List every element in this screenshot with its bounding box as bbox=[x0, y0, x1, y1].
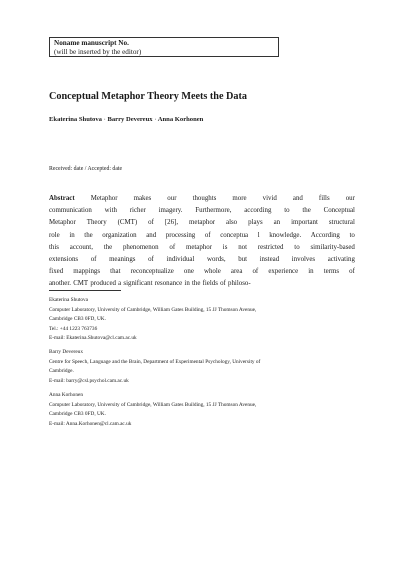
abstract-word: meanings bbox=[109, 255, 136, 263]
abstract-word: imagery. bbox=[158, 207, 183, 215]
abstract-word: another. bbox=[49, 280, 72, 288]
abstract-word: (CMT) bbox=[117, 219, 138, 227]
abstract-word: vivid bbox=[262, 195, 277, 202]
affiliation-line[interactable]: E-mail: Ekaterina.Shutova@cl.cam.ac.uk bbox=[49, 335, 137, 342]
abstract-word: but bbox=[238, 255, 248, 263]
abstract-word: important bbox=[291, 219, 318, 227]
author-separator: · bbox=[154, 116, 157, 123]
abstract-word: this bbox=[49, 243, 59, 251]
abstract-word: knowledge. bbox=[269, 231, 302, 239]
abstract-line bbox=[49, 230, 355, 242]
abstract bbox=[49, 193, 355, 291]
abstract-word: richer bbox=[129, 207, 146, 215]
editor-note: (will be inserted by the editor) bbox=[54, 48, 142, 56]
abstract-word: fixed bbox=[49, 268, 64, 276]
affiliation-name: Anna Korhonen bbox=[49, 392, 83, 398]
abstract-word: area bbox=[230, 268, 243, 276]
abstract-word: of bbox=[169, 243, 176, 251]
abstract-word: also bbox=[226, 219, 238, 227]
affiliation-line: Computer Laboratory, University of Cambridge, William Gates Building, 15 JJ Thomson Avenue, bbox=[49, 306, 257, 313]
affiliation-name: Ekaterina Shutova bbox=[49, 297, 88, 303]
affiliation-line[interactable]: E-mail: barry@csl.psychol.cam.ac.uk bbox=[49, 377, 129, 384]
abstract-word: restricted bbox=[257, 243, 284, 251]
affiliation-devereux bbox=[49, 348, 359, 386]
abstract-word: of bbox=[148, 255, 154, 263]
abstract-word: the bbox=[302, 207, 311, 215]
abstract-word: structural bbox=[328, 219, 355, 227]
affiliation-line: Computer Laboratory, University of Cambridge, William Gates Building, 15 JJ Thomson Avenue, bbox=[49, 401, 257, 408]
abstract-word: with bbox=[104, 207, 117, 215]
abstract-word: mappings bbox=[73, 268, 101, 276]
abstract-word: to bbox=[349, 231, 355, 239]
abstract-word: not bbox=[238, 243, 248, 251]
abstract-word: that bbox=[110, 268, 121, 276]
abstract-word: According bbox=[310, 231, 340, 239]
affiliation-line: Tel.: +44 1223 763736 bbox=[49, 325, 98, 332]
abstract-word: communication bbox=[49, 207, 92, 215]
abstract-word: one bbox=[183, 268, 194, 276]
affiliation-shutova bbox=[49, 296, 359, 344]
affiliation-line: Cambridge. bbox=[49, 368, 74, 375]
author-list bbox=[49, 116, 359, 124]
abstract-word: according bbox=[244, 207, 272, 215]
abstract-word: metaphor bbox=[189, 219, 216, 227]
abstract-word: of bbox=[220, 280, 226, 288]
abstract-word: the bbox=[191, 280, 201, 288]
abstract-word: experience bbox=[268, 268, 299, 276]
abstract-word: the bbox=[103, 243, 113, 251]
abstract-word: significant bbox=[123, 280, 153, 288]
affiliation-line[interactable]: E-mail: Anna.Korhonen@cl.cam.ac.uk bbox=[49, 420, 132, 427]
abstract-word: conceptua bbox=[220, 231, 249, 239]
abstract-word: our bbox=[167, 195, 177, 202]
footnote-rule bbox=[49, 290, 121, 291]
abstract-word: processing bbox=[165, 231, 196, 239]
affiliation-korhonen bbox=[49, 391, 359, 429]
abstract-word: to bbox=[294, 243, 300, 251]
abstract-word: our bbox=[345, 195, 355, 202]
abstract-word: an bbox=[273, 219, 281, 227]
abstract-line bbox=[49, 266, 355, 278]
abstract-word: words, bbox=[207, 255, 226, 263]
abstract-word: similarity-based bbox=[310, 243, 355, 251]
author-name: Anna Korhonen bbox=[157, 116, 204, 123]
abstract-word: fields bbox=[202, 280, 218, 288]
abstract-word: fills bbox=[318, 195, 330, 202]
abstract-line bbox=[49, 242, 355, 254]
abstract-word: terms bbox=[323, 268, 340, 276]
abstract-line bbox=[49, 278, 355, 290]
abstract-word: [26], bbox=[164, 219, 179, 227]
abstract-word: produced bbox=[90, 280, 116, 288]
abstract-word: of bbox=[148, 219, 154, 227]
abstract-line bbox=[49, 254, 355, 266]
paper-title: Conceptual Metaphor Theory Meets the Data bbox=[49, 91, 247, 102]
abstract-word: in bbox=[69, 231, 75, 239]
abstract-word: whole bbox=[203, 268, 221, 276]
abstract-word: Furthermore, bbox=[195, 207, 232, 215]
abstract-word: l bbox=[257, 231, 260, 239]
author-separator: · bbox=[103, 116, 106, 123]
received-date: Received: date / Accepted: date bbox=[49, 166, 123, 172]
affiliation-line: Centre for Speech, Language and the Brain, Department of Experimental Psychology, University of bbox=[49, 358, 261, 365]
abstract-line bbox=[49, 205, 355, 217]
manuscript-number-box bbox=[49, 37, 279, 57]
abstract-word: role bbox=[49, 231, 60, 239]
abstract-word: CMT bbox=[73, 280, 89, 288]
abstract-word: resonance bbox=[154, 280, 183, 288]
abstract-word: and bbox=[146, 231, 157, 239]
abstract-word: a bbox=[118, 280, 122, 288]
abstract-word: individual bbox=[166, 255, 195, 263]
abstract-word: and bbox=[292, 195, 303, 202]
abstract-word: Metaphor bbox=[90, 195, 118, 202]
abstract-word: thoughts bbox=[192, 195, 217, 202]
abstract-word: Conceptual bbox=[323, 207, 355, 215]
abstract-label: Abstract bbox=[49, 195, 75, 202]
abstract-word: philoso- bbox=[228, 280, 251, 288]
abstract-word: the bbox=[84, 231, 93, 239]
abstract-word: metaphor bbox=[185, 243, 212, 251]
abstract-word: makes bbox=[133, 195, 152, 202]
abstract-word: in bbox=[308, 268, 314, 276]
abstract-word: phenomenon bbox=[122, 243, 159, 251]
author-name: Barry Devereux bbox=[107, 116, 153, 123]
affiliation-name: Barry Devereux bbox=[49, 349, 83, 355]
abstract-word: Theory bbox=[86, 219, 107, 227]
affiliation-line: Cambridge CB3 0FD, UK. bbox=[49, 316, 106, 323]
abstract-word: of bbox=[252, 268, 259, 276]
abstract-word: plays bbox=[248, 219, 263, 227]
abstract-word: organization bbox=[102, 231, 137, 239]
abstract-word: is bbox=[222, 243, 228, 251]
abstract-line bbox=[49, 217, 355, 229]
abstract-word: of bbox=[349, 268, 355, 276]
abstract-line bbox=[49, 193, 355, 205]
affiliation-line: Cambridge CB3 0FD, UK. bbox=[49, 411, 106, 418]
abstract-word: instead bbox=[259, 255, 280, 263]
author-name: Ekaterina Shutova bbox=[49, 116, 102, 123]
abstract-word: account, bbox=[69, 243, 93, 251]
abstract-word: of bbox=[90, 255, 97, 263]
abstract-word: in bbox=[184, 280, 190, 288]
abstract-word: extensions bbox=[49, 255, 79, 263]
abstract-word: to bbox=[284, 207, 290, 215]
abstract-word: of bbox=[204, 231, 211, 239]
abstract-word: Metaphor bbox=[49, 219, 76, 227]
abstract-word: more bbox=[232, 195, 247, 202]
abstract-word: reconceptualize bbox=[130, 268, 174, 276]
abstract-word: involves bbox=[291, 255, 316, 263]
manuscript-number: Noname manuscript No. bbox=[54, 39, 129, 47]
abstract-word: activating bbox=[327, 255, 355, 263]
